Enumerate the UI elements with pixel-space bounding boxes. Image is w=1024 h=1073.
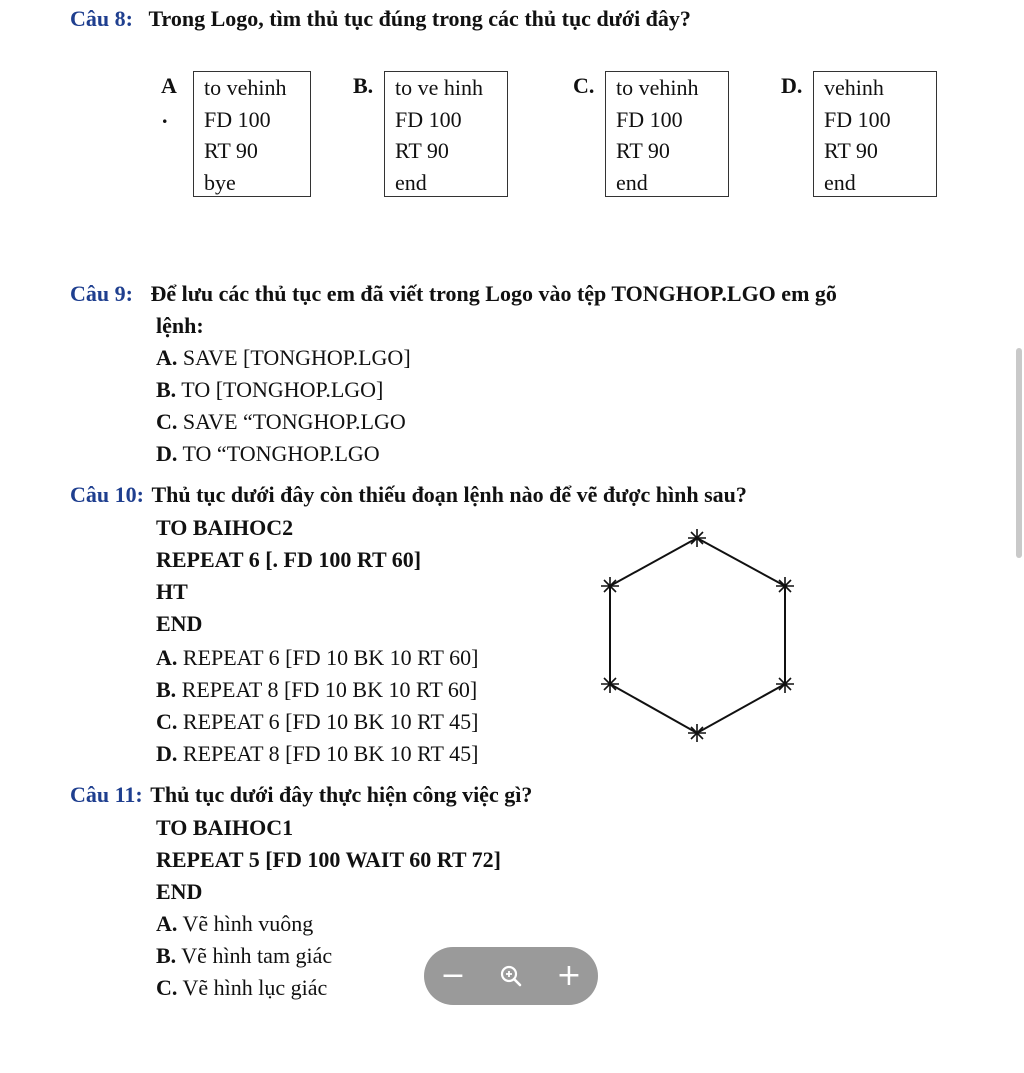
zoom-out-button[interactable]: [433, 956, 473, 996]
q8-option-b-line: to ve hinh: [395, 75, 483, 100]
q8-option-d-line: end: [824, 169, 856, 195]
vertex-star-icon: [776, 577, 794, 595]
q9-heading: [70, 281, 837, 307]
q8-option-a-letter: A: [161, 73, 177, 98]
q9-option-letter: B.: [156, 377, 177, 402]
zoom-control: [424, 947, 598, 1005]
q8-option-d-box: [813, 71, 937, 197]
q11-code-line: TO BAIHOC1: [156, 815, 294, 840]
q9-option-a: [156, 342, 411, 374]
q9-option-letter: A.: [156, 345, 178, 370]
q8-option-d-line: RT 90: [824, 138, 878, 163]
vertex-star-icon: [601, 577, 619, 595]
q8-option-c-box: [605, 71, 729, 197]
q8-heading: [70, 6, 691, 32]
q10-code-line: REPEAT 6 [. FD 100 RT 60]: [156, 547, 422, 572]
vertex-star-icon: [776, 675, 794, 693]
q8-option-a-line: RT 90: [204, 138, 258, 163]
q8-option-a-box: [193, 71, 311, 197]
q8-option-c-line: end: [616, 169, 648, 195]
q8-option-b-letter: B.: [353, 73, 374, 98]
q9-option-text: TO [TONGHOP.LGO]: [181, 377, 384, 402]
q9-option-text: SAVE “TONGHOP.LGO: [182, 409, 406, 434]
q11-code: [156, 812, 501, 908]
q8-option-c-line: FD 100: [616, 106, 683, 132]
q9-question-line1: Để lưu các thủ tục em đã viết trong Logo vào tệp TONGHOP.LGO em gõ: [150, 281, 837, 306]
q8-option-a-line: FD 100: [204, 106, 271, 132]
zoom-icon: [499, 964, 523, 988]
q8-option-b-line: end: [395, 169, 427, 195]
q9-option-b: [156, 374, 411, 406]
q9-option-d: [156, 438, 411, 470]
q11-option-text: Vẽ hình lục giác: [182, 975, 328, 1000]
q8-label: Câu 8:: [70, 6, 133, 31]
zoom-in-button[interactable]: [549, 956, 589, 996]
zoom-reset-button[interactable]: [491, 956, 531, 996]
q11-option-a: [156, 908, 332, 940]
q8-question: Trong Logo, tìm thủ tục đúng trong các thủ tục dưới đây?: [148, 6, 691, 31]
q9-option-letter: D.: [156, 441, 178, 466]
q8-option-a-line: bye: [204, 169, 236, 195]
q9-option-text: TO “TONGHOP.LGO: [182, 441, 380, 466]
q10-option-d: [156, 738, 478, 770]
vertex-star-icon: [688, 724, 706, 742]
q10-option-letter: B.: [156, 677, 177, 702]
plus-icon: +: [556, 958, 582, 993]
q11-option-text: Vẽ hình vuông: [182, 911, 314, 936]
q10-code: [156, 512, 421, 640]
q8-option-b-line: RT 90: [395, 138, 449, 163]
minus-icon: −: [440, 958, 466, 993]
hexagon-figure: [590, 520, 805, 750]
q8-option-d-line: vehinh: [824, 75, 884, 100]
q8-option-c-line: RT 90: [616, 138, 670, 163]
q9-options: [156, 342, 411, 470]
q9-question-line2: lệnh:: [156, 313, 204, 338]
q10-option-text: REPEAT 6 [FD 10 BK 10 RT 60]: [182, 645, 479, 670]
q11-option-letter: B.: [156, 943, 177, 968]
q10-option-letter: A.: [156, 645, 178, 670]
vertex-star-icon: [688, 529, 706, 547]
q11-option-b: [156, 940, 332, 972]
q11-code-line: REPEAT 5 [FD 100 WAIT 60 RT 72]: [156, 847, 501, 872]
q10-option-b: [156, 674, 478, 706]
q9-option-c: [156, 406, 411, 438]
scrollbar-thumb[interactable]: [1016, 348, 1022, 558]
q9-option-letter: C.: [156, 409, 178, 434]
q10-option-letter: C.: [156, 709, 178, 734]
q11-question: Thủ tục dưới đây thực hiện công việc gì?: [150, 782, 533, 807]
hexagon-outline: [610, 538, 785, 733]
q8-option-a-line: to vehinh: [204, 75, 287, 100]
q11-option-c: [156, 972, 332, 1004]
q10-option-c: [156, 706, 478, 738]
q8-option-d-letter: D.: [781, 73, 803, 98]
q10-code-line: HT: [156, 579, 188, 604]
q11-option-letter: C.: [156, 975, 178, 1000]
q10-code-line: TO BAIHOC2: [156, 515, 294, 540]
vertex-star-icon: [601, 675, 619, 693]
q8-option-c-line: to vehinh: [616, 75, 699, 100]
q10-code-line: END: [156, 611, 203, 636]
q10-heading: [70, 482, 747, 508]
q8-option-d-line: FD 100: [824, 106, 891, 132]
q8-option-a-dot: .: [162, 103, 168, 128]
q9-label: Câu 9:: [70, 281, 133, 306]
q10-option-text: REPEAT 6 [FD 10 BK 10 RT 45]: [182, 709, 479, 734]
q10-option-letter: D.: [156, 741, 178, 766]
q11-heading: [70, 782, 532, 808]
q9-option-text: SAVE [TONGHOP.LGO]: [182, 345, 411, 370]
q8-option-c-letter: C.: [573, 73, 595, 98]
q11-options: [156, 908, 332, 1004]
q11-option-letter: A.: [156, 911, 178, 936]
q10-option-a: [156, 642, 478, 674]
q10-question: Thủ tục dưới đây còn thiếu đoạn lệnh nào để vẽ được hình sau?: [151, 482, 747, 507]
q10-option-text: REPEAT 8 [FD 10 BK 10 RT 45]: [182, 741, 479, 766]
q11-code-line: END: [156, 879, 203, 904]
q11-option-text: Vẽ hình tam giác: [181, 943, 333, 968]
q11-label: Câu 11:: [70, 782, 143, 807]
q8-option-b-line: FD 100: [395, 106, 462, 132]
q10-options: [156, 642, 478, 770]
q10-label: Câu 10:: [70, 482, 144, 507]
hexagon-vertex-stars: [601, 529, 794, 742]
q10-option-text: REPEAT 8 [FD 10 BK 10 RT 60]: [181, 677, 478, 702]
q8-option-b-box: [384, 71, 508, 197]
